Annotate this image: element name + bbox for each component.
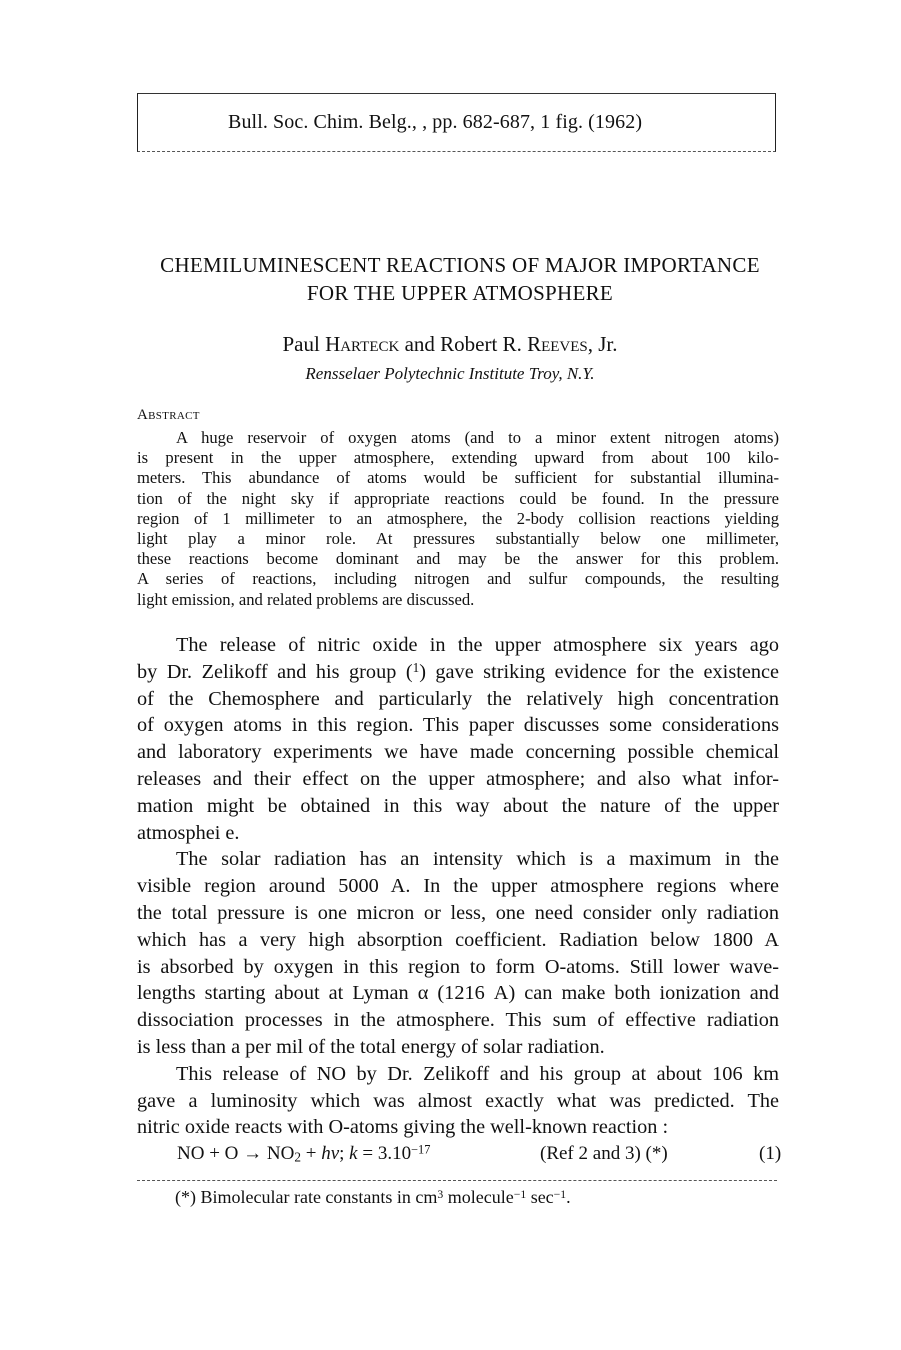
journal-citation: Bull. Soc. Chim. Belg., , pp. 682-687, 1 fig. (1962) xyxy=(228,111,643,133)
abstract-line: meters. This abundance of atoms would be sufficient for substantial illumina- xyxy=(137,468,779,488)
body-line: which has a very high absorption coefficient. Radiation below 1800 A xyxy=(137,928,779,951)
equation-number: (1) xyxy=(759,1143,782,1164)
equation-part: = 3.10 xyxy=(357,1143,412,1164)
body-line: The release of nitric oxide in the upper atmosphere six years ago xyxy=(176,634,779,656)
abstract-line: region of 1 millimeter to an atmosphere, the 2-body collision reactions yielding xyxy=(137,508,779,528)
footnote-divider xyxy=(137,1180,777,1181)
abstract-line: light emission, and related problems are discussed. xyxy=(137,589,475,609)
body-line: atmosphei e. xyxy=(137,821,240,844)
body-line: lengths starting about at Lyman α (1216 A) can make both ionization and xyxy=(137,982,779,1005)
author-list xyxy=(100,332,800,357)
footnote-superscript: −1 xyxy=(513,1187,527,1201)
body-line: This release of NO by Dr. Zelikoff and his group at about 106 km xyxy=(176,1062,779,1085)
affiliation: Rensselaer Polytechnic Institute Troy, N.Y. xyxy=(305,364,595,383)
abstract-line: light play a minor role. At pressures substantially below one millimeter, xyxy=(137,529,779,549)
footnote-superscript: 3 xyxy=(437,1187,444,1201)
footnote-superscript: −1 xyxy=(553,1187,567,1201)
abstract-text xyxy=(137,428,779,610)
equation-exponent: −17 xyxy=(411,1142,431,1157)
body-line: of the Chemosphere and particularly the relatively high concentration xyxy=(137,687,779,710)
body-line: mation might be obtained in this way about the nature of the upper xyxy=(137,794,779,817)
equation-rate-symbol: k xyxy=(349,1143,358,1164)
author1-first-name: Paul xyxy=(282,332,320,356)
abstract-line: these reactions become dominant and may be the answer for this problem. xyxy=(137,549,779,569)
footnote-part: sec xyxy=(526,1187,554,1207)
body-line: releases and their effect on the upper atmosphere; and also what infor- xyxy=(137,767,779,790)
body-line xyxy=(137,659,779,686)
body-line: and laboratory experiments we have made concerning possible chemical xyxy=(137,741,779,764)
abstract-line: A huge reservoir of oxygen atoms (and to a minor extent nitrogen atoms) xyxy=(176,428,779,447)
body-line: the total pressure is one micron or less, one need consider only radiation xyxy=(137,901,779,924)
body-line: is absorbed by oxygen in this region to form O-atoms. Still lower wave- xyxy=(137,955,779,978)
equation-photon: hν xyxy=(321,1143,340,1164)
equation-reference: (Ref 2 and 3) (*) xyxy=(540,1143,668,1164)
body-text xyxy=(137,632,779,1141)
author2-last-name: Reeves, xyxy=(527,332,593,356)
paper-title-line-1: CHEMILUMINESCENT REACTIONS OF MAJOR IMPORTANCE xyxy=(160,253,760,277)
equation-lhs: NO + O → NO xyxy=(177,1143,295,1164)
body-line: gave a luminosity which was almost exactly what was predicted. The xyxy=(137,1089,779,1112)
equation-subscript: 2 xyxy=(294,1149,301,1165)
body-line-part: ) gave striking evidence for the existence xyxy=(419,660,779,683)
abstract-line: is present in the upper atmosphere, extending upward from about 100 kilo- xyxy=(137,448,779,468)
footnote-part: . xyxy=(566,1187,571,1207)
abstract-heading: Abstract xyxy=(137,407,200,423)
paper-title-line-2: FOR THE UPPER ATMOSPHERE xyxy=(306,281,614,305)
footnote xyxy=(175,1187,571,1208)
reference-marker: 1 xyxy=(412,659,420,675)
body-line: visible region around 5000 A. In the upper atmosphere regions where xyxy=(137,875,779,898)
equation-part: ; xyxy=(339,1143,350,1164)
abstract-line: tion of the night sky if appropriate reactions could be found. In the pressure xyxy=(137,488,779,508)
footnote-part: molecule xyxy=(443,1187,514,1207)
footnote-part: (*) Bimolecular rate constants in cm xyxy=(175,1187,438,1207)
author-conjunction: and xyxy=(404,332,435,356)
equation-1 xyxy=(177,1143,430,1165)
body-line: The solar radiation has an intensity which is a maximum in the xyxy=(176,848,779,871)
body-line: dissociation processes in the atmosphere. This sum of effective radiation xyxy=(137,1009,779,1032)
author2-first-name: Robert R. xyxy=(440,332,522,356)
author2-suffix: Jr. xyxy=(598,332,618,356)
body-line: nitric oxide reacts with O-atoms giving the well-known reaction : xyxy=(137,1116,669,1139)
body-line: of oxygen atoms in this region. This paper discusses some considerations xyxy=(137,714,779,737)
abstract-line: A series of reactions, including nitrogen and sulfur compounds, the resulting xyxy=(137,569,779,589)
equation-part: + xyxy=(300,1143,322,1164)
body-line-part: by Dr. Zelikoff and his group ( xyxy=(137,660,413,683)
body-line: is less than a per mil of the total energy of solar radiation. xyxy=(137,1035,605,1058)
author1-last-name: Harteck xyxy=(325,332,400,356)
